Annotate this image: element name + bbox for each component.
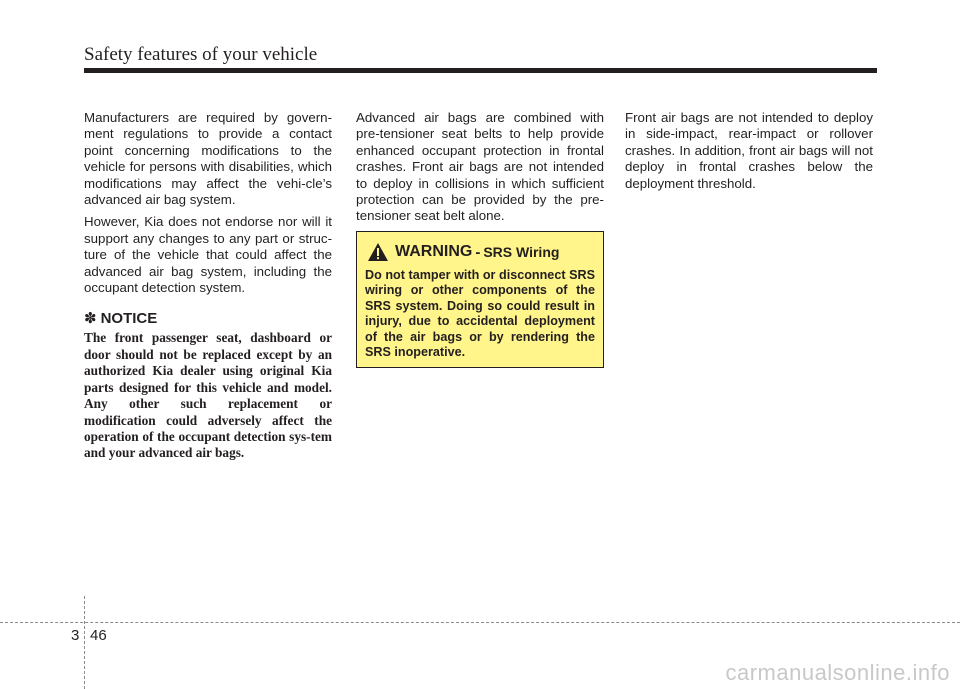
notice-title: NOTICE [100,310,158,328]
chapter-number: 3 [71,627,80,644]
header-rule [84,68,877,73]
column-1-paragraph-2: However, Kia does not endorse nor will it support any changes to any part or struc-ture of the vehicle that could affect the advanced air bag system, including the occupant detection system. [84,214,332,296]
column-3 [625,110,873,198]
column-3-paragraph-1: Front air bags are not intended to deploy in side-impact, rear-impact or rollover crashes. In addition, front air bags will not deploy in frontal crashes below the deployment threshold. [625,110,873,191]
warning-subtitle: SRS Wiring [483,244,560,260]
warning-triangle-icon [367,242,389,262]
notice-heading [84,310,332,328]
watermark: carmanualsonline.info [725,660,950,685]
column-2 [356,110,604,231]
column-1 [84,110,332,462]
footer-rule [0,622,960,623]
warning-dash: - [475,243,481,261]
warning-body: Do not tamper with or disconnect SRS wiring or other components of the SRS system. Doing so could result in injury, due to accidental deployment of the air bags or by rendering the SRS inoperative. [365,268,595,360]
warning-heading [367,242,595,262]
footer-vertical-rule [84,596,85,689]
notice-body: The front passenger seat, dashboard or door should not be replaced except by an authorized Kia dealer using original Kia parts designed for this vehicle and model. Any other such replacement or modification could adversely affect the operation of the occupant detection sys-tem and your advanced air bags. [84,330,332,461]
warning-label: WARNING [395,243,473,260]
warning-box [356,231,604,368]
column-1-paragraph-1: Manufacturers are required by govern-ment regulations to provide a contact point concerning modifications to the vehicle for persons with disabilities, which modifications may affect the vehi-cle’s advanced air bag system. [84,110,332,208]
page-number: 46 [90,627,107,644]
column-2-paragraph-1: Advanced air bags are combined with pre-tensioner seat belts to help provide enhanced occupant protection in frontal crashes. Front air bags are not intended to deploy in collisions in which sufficient protection can be provided by the pre-tensioner seat belt alone. [356,110,604,224]
notice-star-icon: ✽ [84,310,97,328]
section-header-title: Safety features of your vehicle [84,44,318,65]
